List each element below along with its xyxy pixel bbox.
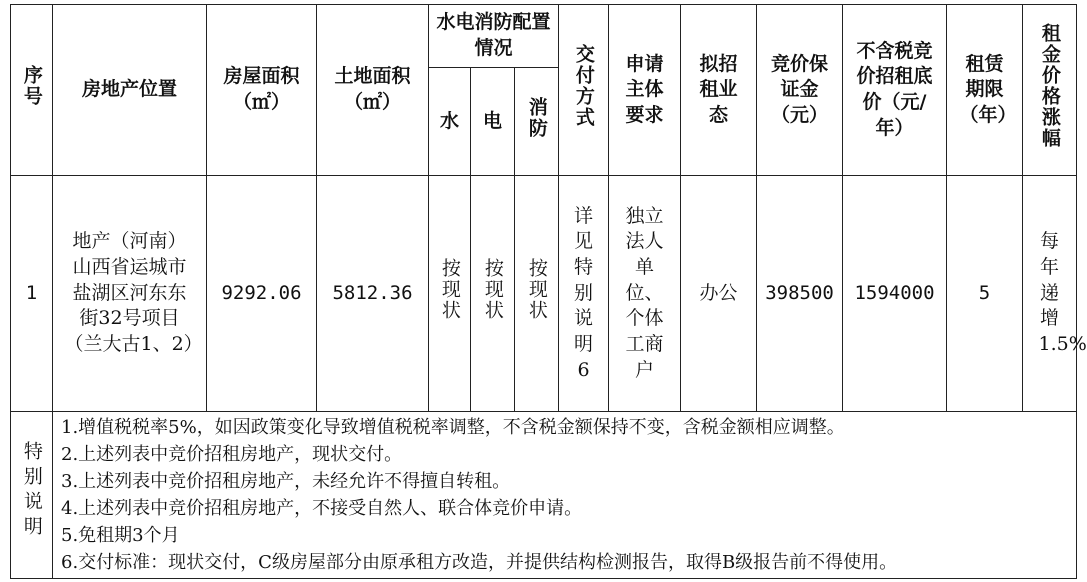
header-building-area xyxy=(207,5,317,176)
notes-label xyxy=(11,412,53,579)
cell-term: 5 xyxy=(947,176,1023,412)
cell-land-area: 5812.36 xyxy=(317,176,429,412)
header-electricity: 电 xyxy=(471,68,515,176)
cell-rent-increase xyxy=(1023,176,1087,412)
notes-body xyxy=(53,412,1077,579)
cell-base-price: 1594000 xyxy=(843,176,947,412)
cell-location xyxy=(53,176,207,412)
cell-fire-text: 按现状 xyxy=(525,258,548,322)
cell-water xyxy=(429,176,471,412)
cell-delivery xyxy=(559,176,609,412)
header-term xyxy=(947,5,1023,176)
notes-row xyxy=(11,412,1077,579)
header-deposit-text: 竞价保证金（元） xyxy=(771,52,829,126)
header-term-text: 租赁期限（年） xyxy=(959,52,1017,126)
rental-table xyxy=(10,4,1087,579)
header-rent-increase-text: 租金价格涨幅 xyxy=(1038,23,1061,150)
header-deposit xyxy=(757,5,843,176)
cell-water-text: 按现状 xyxy=(438,258,461,322)
header-land-area xyxy=(317,5,429,176)
header-applicant-text: 申请主体要求 xyxy=(625,52,664,126)
header-water: 水 xyxy=(429,68,471,176)
header-base-price-text: 不含税竞价招租底价（元/年） xyxy=(856,39,933,139)
header-applicant xyxy=(609,5,681,176)
header-seq-text: 序号 xyxy=(20,65,43,108)
note-item-4: 4.上述列表中竞价招租房地产，不接受自然人、联合体竞价申请。 xyxy=(61,498,583,519)
cell-business: 办公 xyxy=(681,176,757,412)
note-item-1: 1.增值税税率5%，如因政策变化导致增值税税率调整，不含税金额保持不变，含税金额相应调整。 xyxy=(61,417,845,438)
notes-label-text: 特别说明 xyxy=(20,441,43,542)
header-utilities-group xyxy=(429,5,559,68)
header-base-price xyxy=(843,5,947,176)
header-utilities-group-text: 水电消防配置情况 xyxy=(436,11,551,59)
note-item-2: 2.上述列表中竞价招租房地产，现状交付。 xyxy=(61,444,403,465)
header-location: 房地产位置 xyxy=(53,5,207,176)
note-item-6: 6.交付标准：现状交付，C级房屋部分由原承租方改造，并提供结构检测报告，取得B级报告前不得使用。 xyxy=(61,552,898,573)
header-building-area-text: 房屋面积（㎡） xyxy=(223,65,300,113)
header-delivery xyxy=(559,5,609,176)
note-item-5: 5.免租期3个月 xyxy=(61,525,180,546)
cell-location-text: 地产（河南）山西省运城市盐湖区河东东街32号项目（兰大古1、2） xyxy=(64,230,203,355)
header-delivery-text: 交付方式 xyxy=(572,44,595,129)
header-business xyxy=(681,5,757,176)
header-land-area-text: 土地面积（㎡） xyxy=(334,65,411,113)
cell-electricity-text: 按现状 xyxy=(481,258,504,322)
table-row xyxy=(11,176,1077,412)
cell-applicant-text: 独立法人单位、个体工商户 xyxy=(625,204,664,381)
cell-deposit: 398500 xyxy=(757,176,843,412)
header-business-text: 拟招租业态 xyxy=(699,52,738,126)
note-item-3: 3.上述列表中竞价招租房地产，未经允许不得擅自转租。 xyxy=(61,471,511,492)
cell-delivery-text: 详见特别说明6 xyxy=(574,204,594,381)
cell-applicant xyxy=(609,176,681,412)
cell-rent-increase-text: 每年递增1.5% xyxy=(1038,230,1087,355)
cell-fire xyxy=(515,176,559,412)
cell-building-area: 9292.06 xyxy=(207,176,317,412)
cell-electricity xyxy=(471,176,515,412)
header-fire-text: 消防 xyxy=(525,96,548,139)
header-rent-increase xyxy=(1023,5,1077,176)
header-seq xyxy=(11,5,53,176)
cell-seq: 1 xyxy=(11,176,53,412)
header-row-top xyxy=(11,5,1077,68)
header-fire xyxy=(515,68,559,176)
